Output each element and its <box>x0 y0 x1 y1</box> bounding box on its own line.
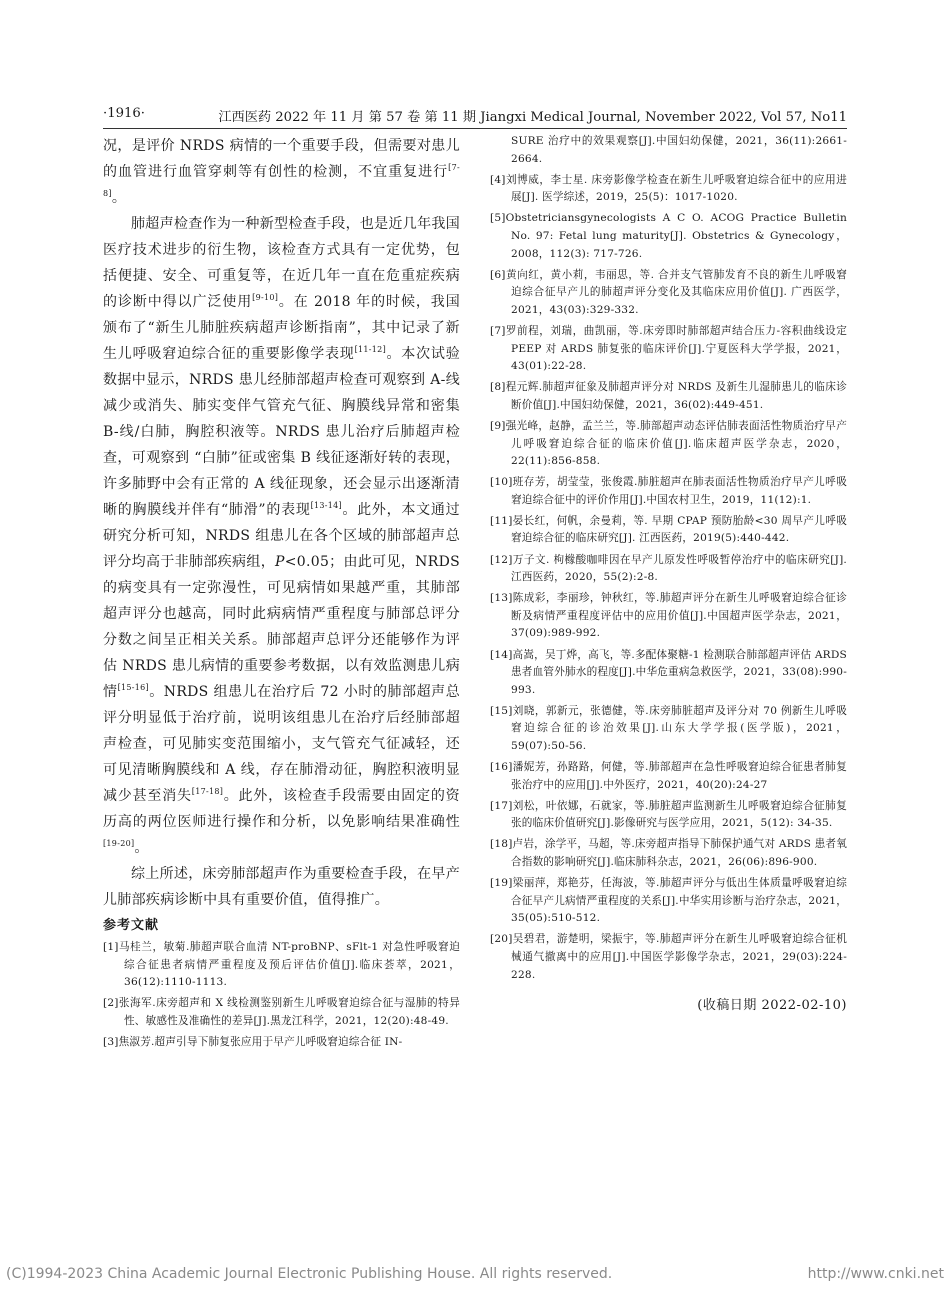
paragraph-text: 。此外，该检查手段需要由固定的资历高的两位医师进行操作和分析，以免影响结果准确性 <box>103 788 460 830</box>
paragraph-text: 。 <box>134 840 149 856</box>
header-rule <box>103 128 847 129</box>
paragraph-text: 。在 2018 年的时候，我国颁布了“新生儿肺脏疾病超声诊断指南”，其中记录了新生儿呼吸窘迫综合征的重要影像学表现 <box>103 294 461 362</box>
citation: [17-18] <box>191 787 224 796</box>
paragraph-text: 。本次试验数据中显示，NRDS 患儿经肺部超声检查可观察到 A-线减少或消失、肺实变伴气管充气征、胸膜线异常和密集 B-线/白肺，胸腔积液等。NRDS 患儿治疗后肺超声检查，可观察到 “白肺”征或密集 B 线征逐渐好转的表现，许多肺野中会有正常的 A 线征现象，还会显示出逐渐清晰的胸膜线并伴有“肺滑”的表现 <box>103 346 460 518</box>
paragraph-text: 。 <box>111 190 127 206</box>
citation: [7-8] <box>103 163 460 198</box>
reference-item: SURE 治疗中的效果观察[J].中国妇幼保健，2021，36(11):2661-2664. <box>511 135 847 165</box>
received-date: (收稿日期 2022-02-10) <box>697 998 847 1014</box>
journal-citation-line: 江西医药 2022 年 11 月 第 57 卷 第 11 期 Jiangxi Medical Journal, November 2022, Vol 57, No11 <box>218 110 847 125</box>
citation: [13-14] <box>310 501 342 510</box>
reference-item: [5]Obstetriciansgynecologists A C O. ACOG Practice Bulletin No. 97: Fetal lung maturity[J]. Obstetrics & Gynecology，2008，112(3): 717-726. <box>490 212 847 260</box>
reference-item: [11]晏长红，何帆，余曼莉，等. 早期 CPAP 预防胎龄<30 周早产儿呼吸窘迫综合征的临床研究[J]. 江西医药，2019(5):440-442. <box>490 514 847 545</box>
reference-item: [16]潘妮芳，孙路路，何健，等.肺部超声在急性呼吸窘迫综合征患者肺复张治疗中的应用[J].中外医疗，2021，40(20):24-27 <box>490 761 847 791</box>
reference-item: [10]班存芳，胡莹莹，张俊霞.肺脏超声在肺表面活性物质治疗早产儿呼吸窘迫综合征中的评价作用[J].中国农村卫生，2019，11(12):1. <box>490 476 847 506</box>
reference-item: [17]刘松，叶依娜，石就家，等.肺脏超声监测新生儿呼吸窘迫综合征肺复张的临床价值研究[J].影像研究与医学应用，2021，5(12): 34-35. <box>490 799 847 830</box>
footer-link[interactable]: http://www.cnki.net <box>807 1266 944 1282</box>
paragraph-text: <0.05；由此可见，NRDS 的病变具有一定弥漫性，可见病情如果越严重，其肺部超声评分也越高，同时此病病情严重程度与肺部总评分分数之间呈正相关关系。肺部超声总评分还能够作为评估 NRDS 患儿病情的重要参考数据，以有效监测患儿病情 <box>103 554 460 700</box>
reference-item: [2]张海军.床旁超声和 X 线检测鉴别新生儿呼吸窘迫综合征与湿肺的特异性、敏感性及准确性的差异[J].黑龙江科学，2021，12(20):48-49. <box>103 997 460 1027</box>
citation: [19-20] <box>103 839 135 848</box>
reference-item: [6]黄向红，黄小莉，韦丽思，等. 合并支气管肺发育不良的新生儿呼吸窘迫综合征早产儿的肺超声评分变化及其临床应用价值[J]. 广西医学，2021，43(03):329-332. <box>490 268 847 316</box>
reference-item: [3]焦淑芳.超声引导下肺复张应用于早产儿呼吸窘迫综合征 IN- <box>103 1035 403 1048</box>
reference-item: [15]刘晓，郭新元，张德健，等.床旁肺脏超声及评分对 70 例新生儿呼吸窘迫综合征的诊治效果[J].山东大学学报(医学版)，2021，59(07):50-56. <box>490 704 847 752</box>
reference-item: [18]卢岩，涂学平，马超，等.床旁超声指导下肺保护通气对 ARDS 患者氧合指数的影响研究[J].临床肺科杂志，2021，26(06):896-900. <box>490 838 847 869</box>
citation: [15-16] <box>117 683 149 692</box>
paragraph-text: 。此外，本文通过研究分析可知，NRDS 组患儿在各个区域的肺部超声总评分均高于非肺部疾病组， <box>103 502 460 570</box>
reference-item: [19]梁丽萍，郑艳芬，任海波，等.肺超声评分与低出生体质量呼吸窘迫综合征早产儿病情严重程度的关系[J].中华实用诊断与治疗杂志，2021，35(05):510-512. <box>490 877 847 925</box>
reference-item: [8]程元辉.肺超声征象及肺超声评分对 NRDS 及新生儿湿肺患儿的临床诊断价值[J].中国妇幼保健，2021，36(02):449-451. <box>490 381 847 411</box>
references-heading: 参考文献 <box>103 918 160 933</box>
citation: [9-10] <box>252 293 279 302</box>
left-column <box>103 133 460 1055</box>
reference-item: [14]高嵩，吴丁烨，高飞，等.多配体聚糖-1 检测联合肺部超声评估 ARDS 患者血管外肺水的程度[J].中华危重病急救医学，2021，33(08):990-993. <box>490 648 847 696</box>
right-column <box>490 133 847 1013</box>
citation: [11-12] <box>354 345 386 354</box>
running-header <box>103 104 847 126</box>
reference-item: [12]万子文. 枸橼酸咖啡因在早产儿原发性呼吸暂停治疗中的临床研究[J]. 江西医药，2020，55(2):2-8. <box>490 553 847 584</box>
reference-item: [9]强光峰，赵静，孟兰兰，等.肺部超声动态评估肺表面活性物质治疗早产儿呼吸窘迫综合征的临床价值[J].临床超声医学杂志，2020，22(11):856-858. <box>490 419 847 468</box>
reference-item: [7]罗前程，刘瑞，曲凯丽，等.床旁即时肺部超声结合压力-容积曲线设定 PEEP 对 ARDS 肺复张的临床评价[J].宁夏医科大学学报，2021，43(01):22-28. <box>490 324 847 373</box>
page-number: ·1916· <box>103 106 145 121</box>
copyright-notice: (C)1994-2023 China Academic Journal Electronic Publishing House. All rights reserved. <box>6 1266 613 1282</box>
p-value-symbol: P <box>275 554 285 570</box>
body-paragraph-1 <box>103 133 460 211</box>
body-paragraph-2 <box>103 211 460 861</box>
paragraph-text: 肺超声检查作为一种新型检查手段，也是近几年我国医疗技术进步的衍生物，该检查方式具有一定优势，包括便捷、安全、可重复等，在近几年一直在危重症疾病的诊断中得以广泛使用 <box>103 216 460 310</box>
reference-item: [13]陈成彩，李丽珍，钟秋红，等.肺超声评分在新生儿呼吸窘迫综合征诊断及病情严重程度评估中的应用价值[J].中国超声医学杂志，2021，37(09):989-992. <box>490 592 847 640</box>
body-paragraph-3: 综上所述，床旁肺部超声作为重要检查手段，在早产儿肺部疾病诊断中具有重要价值，值得推广。 <box>103 866 460 908</box>
reference-item: [1]马桂兰，敏菊.肺超声联合血清 NT-proBNP、sFlt-1 对急性呼吸窘迫综合征患者病情严重程度及预后评估价值[J].临床荟萃，2021，36(12):1110-1113. <box>103 941 460 989</box>
reference-item: [4]刘博威，李士星. 床旁影像学检查在新生儿呼吸窘迫综合征中的应用进展[J]. 医学综述，2019，25(5)：1017-1020. <box>490 173 847 204</box>
reference-item: [20]吴碧君，游楚明，梁振宇，等.肺超声评分在新生儿呼吸窘迫综合征机械通气撤离中的应用[J].中国医学影像学杂志，2021，29(03):224-228. <box>490 933 847 981</box>
paragraph-text: 。NRDS 组患儿在治疗后 72 小时的肺部超声总评分明显低于治疗前，说明该组患儿在治疗后经肺部超声检查，可见肺实变范围缩小，支气管充气征减轻，还可见清晰胸膜线和 A 线，存在肺滑动征，胸腔积液明显减少甚至消失 <box>103 684 460 804</box>
paragraph-text: 况，是评价 NRDS 病情的一个重要手段，但需要对患儿的血管进行血管穿刺等有创性的检测，不宜重复进行 <box>103 138 460 180</box>
